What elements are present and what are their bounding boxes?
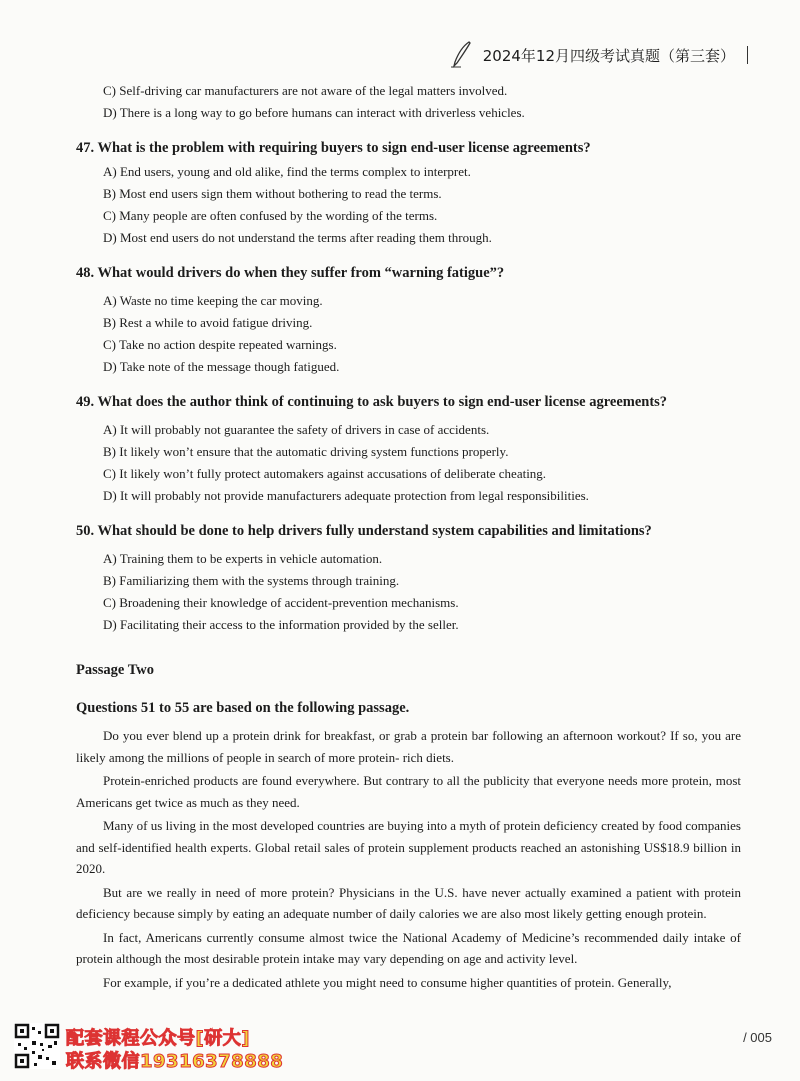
option-48b: B) Rest a while to avoid fatigue driving. [103, 315, 313, 330]
header-divider [747, 46, 748, 64]
passage-paragraph: For example, if you’re a dedicated athlete you might need to consume higher quantities of protein. Generally, [103, 974, 672, 990]
option-47b: B) Most end users sign them without bothering to read the terms. [103, 186, 442, 201]
question-49-stem: 49. What does the author think of continuing to ask buyers to sign end-user license agreements? [76, 394, 668, 410]
option-49c: C) It likely won’t fully protect automakers against accusations of deliberate cheating. [103, 466, 547, 481]
option-49d: D) It will probably not provide manufacturers adequate protection from legal responsibilities. [103, 488, 589, 503]
option-49a: A) It will probably not guarantee the safety of drivers in case of accidents. [103, 422, 490, 437]
option-47d: D) Most end users do not understand the terms after reading them through. [103, 230, 492, 245]
option-50a: A) Training them to be experts in vehicle automation. [103, 551, 383, 566]
option-48c: C) Take no action despite repeated warnings. [103, 337, 337, 352]
promo-course-account: 配套课程公众号[研大] [66, 1028, 250, 1049]
option-47c: C) Many people are often confused by the wording of the terms. [103, 208, 438, 223]
question-47-stem: 47. What is the problem with requiring buyers to sign end-user license agreements? [76, 140, 591, 156]
passage-paragraph: Protein-enriched products are found everywhere. But contrary to all the publicity that everyone needs more protein, most Americans get twice as much as they need. [76, 773, 741, 810]
option-46c: C) Self-driving car manufacturers are not aware of the legal matters involved. [103, 83, 508, 98]
question-48-stem: 48. What would drivers do when they suffer from “warning fatigue”? [76, 265, 505, 281]
option-50b: B) Familiarizing them with the systems through training. [103, 573, 400, 588]
option-50d: D) Facilitating their access to the information provided by the seller. [103, 617, 459, 632]
passage-paragraph: In fact, Americans currently consume almost twice the National Academy of Medicine’s recommended daily intake of protein although the most desirable protein intake may vary depending on age and activity level. [76, 929, 741, 966]
page-number: / 005 [743, 1030, 772, 1045]
passage-title: Passage Two [76, 662, 155, 678]
passage-paragraph: Do you ever blend up a protein drink for breakfast, or grab a protein bar following an afternoon workout? If so, you are likely among the millions of people in search of more protein- rich diets. [76, 728, 741, 765]
quill-pen-icon [449, 40, 475, 70]
option-48d: D) Take note of the message though fatigued. [103, 359, 340, 374]
page-content [76, 80, 741, 995]
question-50-stem: 50. What should be done to help drivers fully understand system capabilities and limitations? [76, 523, 652, 539]
option-46d: D) There is a long way to go before humans can interact with driverless vehicles. [103, 105, 525, 120]
passage-instruction: Questions 51 to 55 are based on the following passage. [76, 700, 410, 716]
passage-paragraph: But are we really in need of more protein? Physicians in the U.S. have never actually examined a patient with protein deficiency because simply by eating an adequate number of daily calories we are also most likely getting enough protein. [76, 884, 741, 921]
promo-wechat-contact: 联系微信19316378888 [66, 1051, 284, 1072]
option-50c: C) Broadening their knowledge of accident-prevention mechanisms. [103, 595, 459, 610]
exam-title: 2024年12月四级考试真题（第三套） [482, 46, 735, 65]
option-48a: A) Waste no time keeping the car moving. [103, 293, 323, 308]
page-header [449, 40, 748, 70]
option-47a: A) End users, young and old alike, find the terms complex to interpret. [103, 164, 471, 179]
qr-code-icon [14, 1023, 60, 1069]
option-49b: B) It likely won’t ensure that the automatic driving system functions properly. [103, 444, 509, 459]
passage-paragraph: Many of us living in the most developed countries are buying into a myth of protein deficiency created by food companies and self-identified health experts. Global retail sales of protein supplement products reached an astonishing US$18.9 billion in 2020. [76, 818, 741, 876]
